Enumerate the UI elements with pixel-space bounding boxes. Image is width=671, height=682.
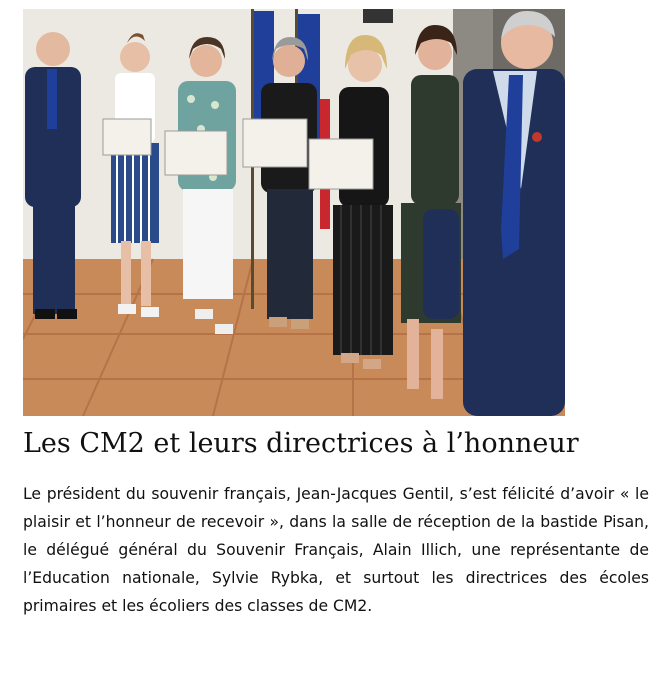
article-body: Le président du souvenir français, Jean-Jacques Gentil, s’est félicité d’avoir « le plaisir et l’honneur de recevoir », dans la salle de réception de la bastide Pisan, le délégué général du Souvenir Français, Alain Illich, une représentante de l’Education nationale, Sylvie Rybka, et surtout les directrices des écoles primaires et les écoliers des classes de CM2. [23, 485, 649, 615]
article-headline: Les CM2 et leurs directrices à l’honneur [23, 428, 579, 459]
photo-person-1 [25, 32, 81, 319]
article-photo [23, 9, 565, 416]
group-photo-illustration [23, 9, 565, 416]
